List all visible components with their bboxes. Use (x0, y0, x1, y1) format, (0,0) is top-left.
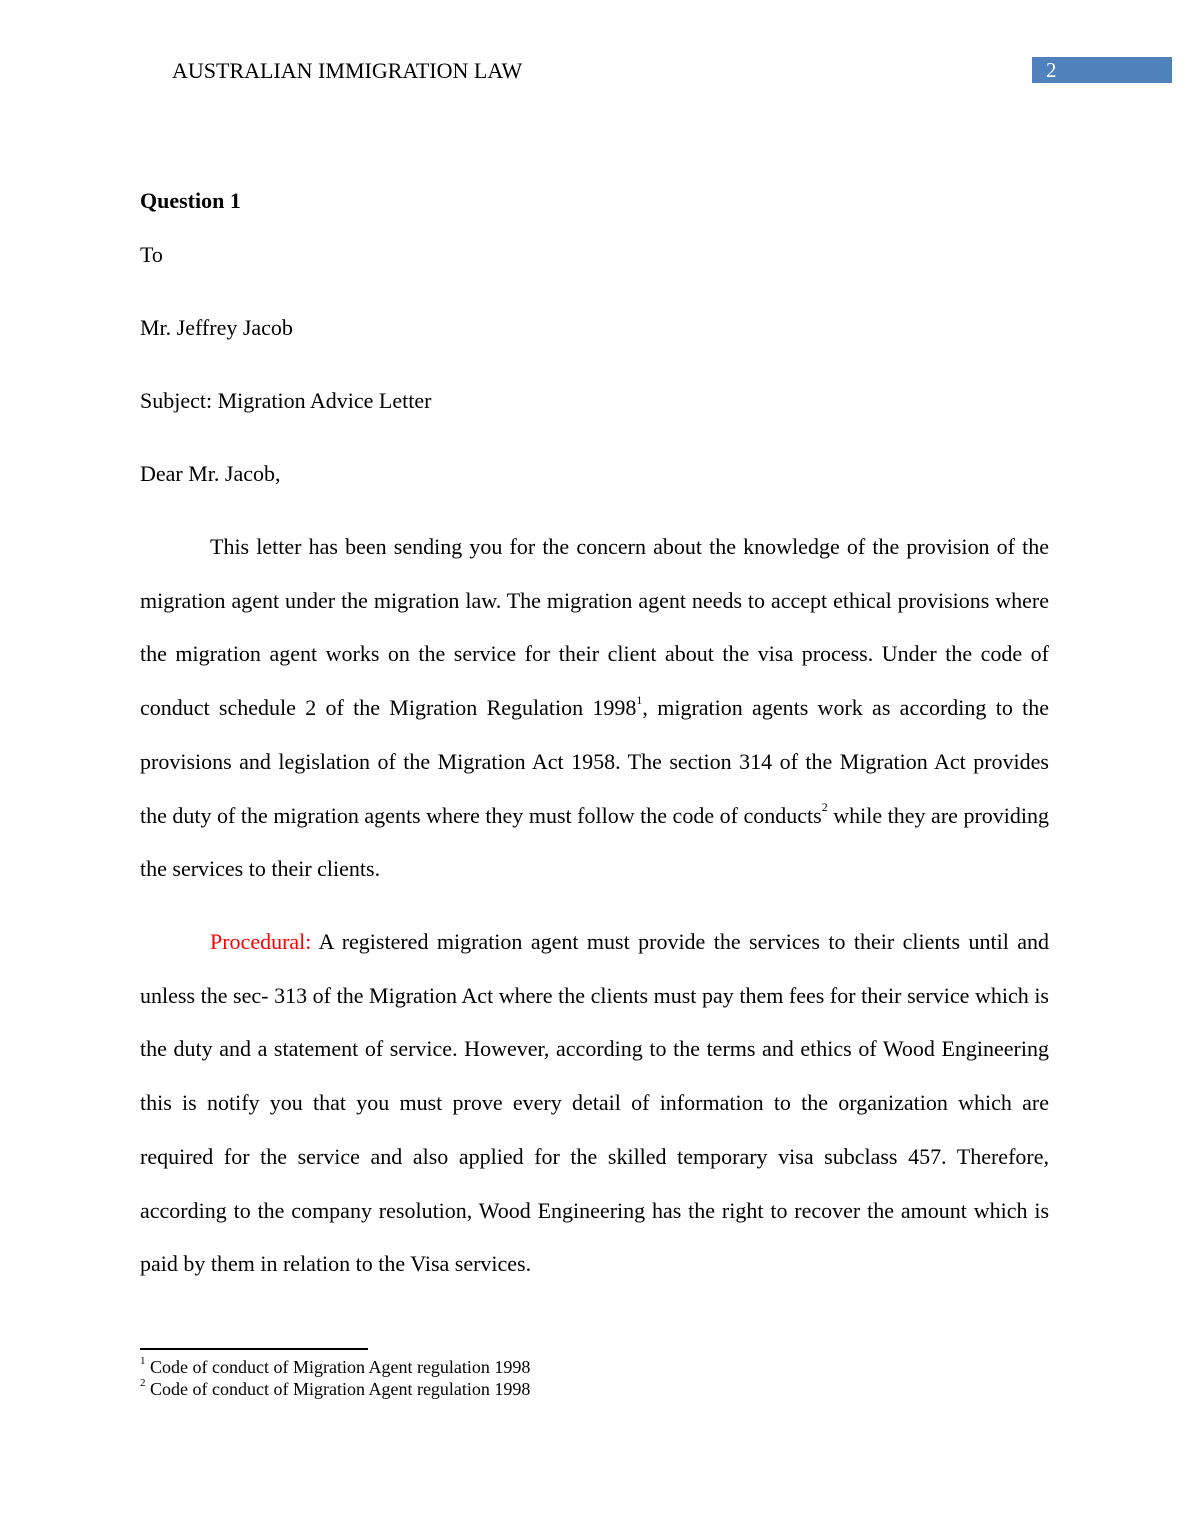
recipient-name: Mr. Jeffrey Jacob (140, 315, 293, 340)
footnote-2-text: Code of conduct of Migration Agent regulation 1998 (145, 1379, 531, 1399)
running-header-title: AUSTRALIAN IMMIGRATION LAW (172, 58, 523, 83)
procedural-label: Procedural: (210, 929, 312, 954)
to-label: To (140, 242, 163, 267)
paragraph-intro-part2: , migration agents work as according to the provisions and legislation of the Migration Act 1958. The section 314 of the Migration Act provides the duty of the migration agents where they must follow the code of conducts (140, 695, 1049, 828)
question-heading: Question 1 (140, 188, 241, 213)
footnote-separator (140, 1348, 368, 1350)
paragraph-intro-part3: while they are providing the services to their clients. (140, 802, 1049, 882)
procedural-text: A registered migration agent must provide the services to their clients until and unless the sec- 313 of the Migration Act where the clients must pay them fees for their service which is the duty and a statement of service. However, according to the terms and ethics of Wood Engineering this is notify you that you must prove every detail of information to the organization which are required for the service and also applied for the skilled temporary visa subclass 457. Therefore, according to the company resolution, Wood Engineering has the right to recover the amount which is paid by them in relation to the Visa services. (140, 929, 1049, 1277)
salutation: Dear Mr. Jacob, (140, 461, 281, 486)
page-number-badge (1032, 57, 1172, 83)
page-number: 2 (1046, 58, 1057, 82)
footnote-1-number: 1 (140, 1355, 146, 1367)
footnote-2-number: 2 (140, 1377, 146, 1389)
footnote-2 (140, 1378, 530, 1400)
paragraph-intro-part1: This letter has been sending you for the concern about the knowledge of the provision of the migration agent under the migration law. The migration agent needs to accept ethical provisions where the migration agent works on the service for their client about the visa process. Under the code of conduct schedule 2 of the Migration Regulation 1998 (140, 534, 1049, 721)
paragraph-procedural (140, 915, 1049, 1291)
footnote-ref-2: 2 (821, 800, 828, 815)
paragraph-intro (140, 520, 1049, 896)
subject-line: Subject: Migration Advice Letter (140, 388, 432, 413)
footnote-1-text: Code of conduct of Migration Agent regulation 1998 (145, 1357, 531, 1377)
footnote-1 (140, 1356, 530, 1378)
footnote-ref-1: 1 (636, 692, 643, 707)
